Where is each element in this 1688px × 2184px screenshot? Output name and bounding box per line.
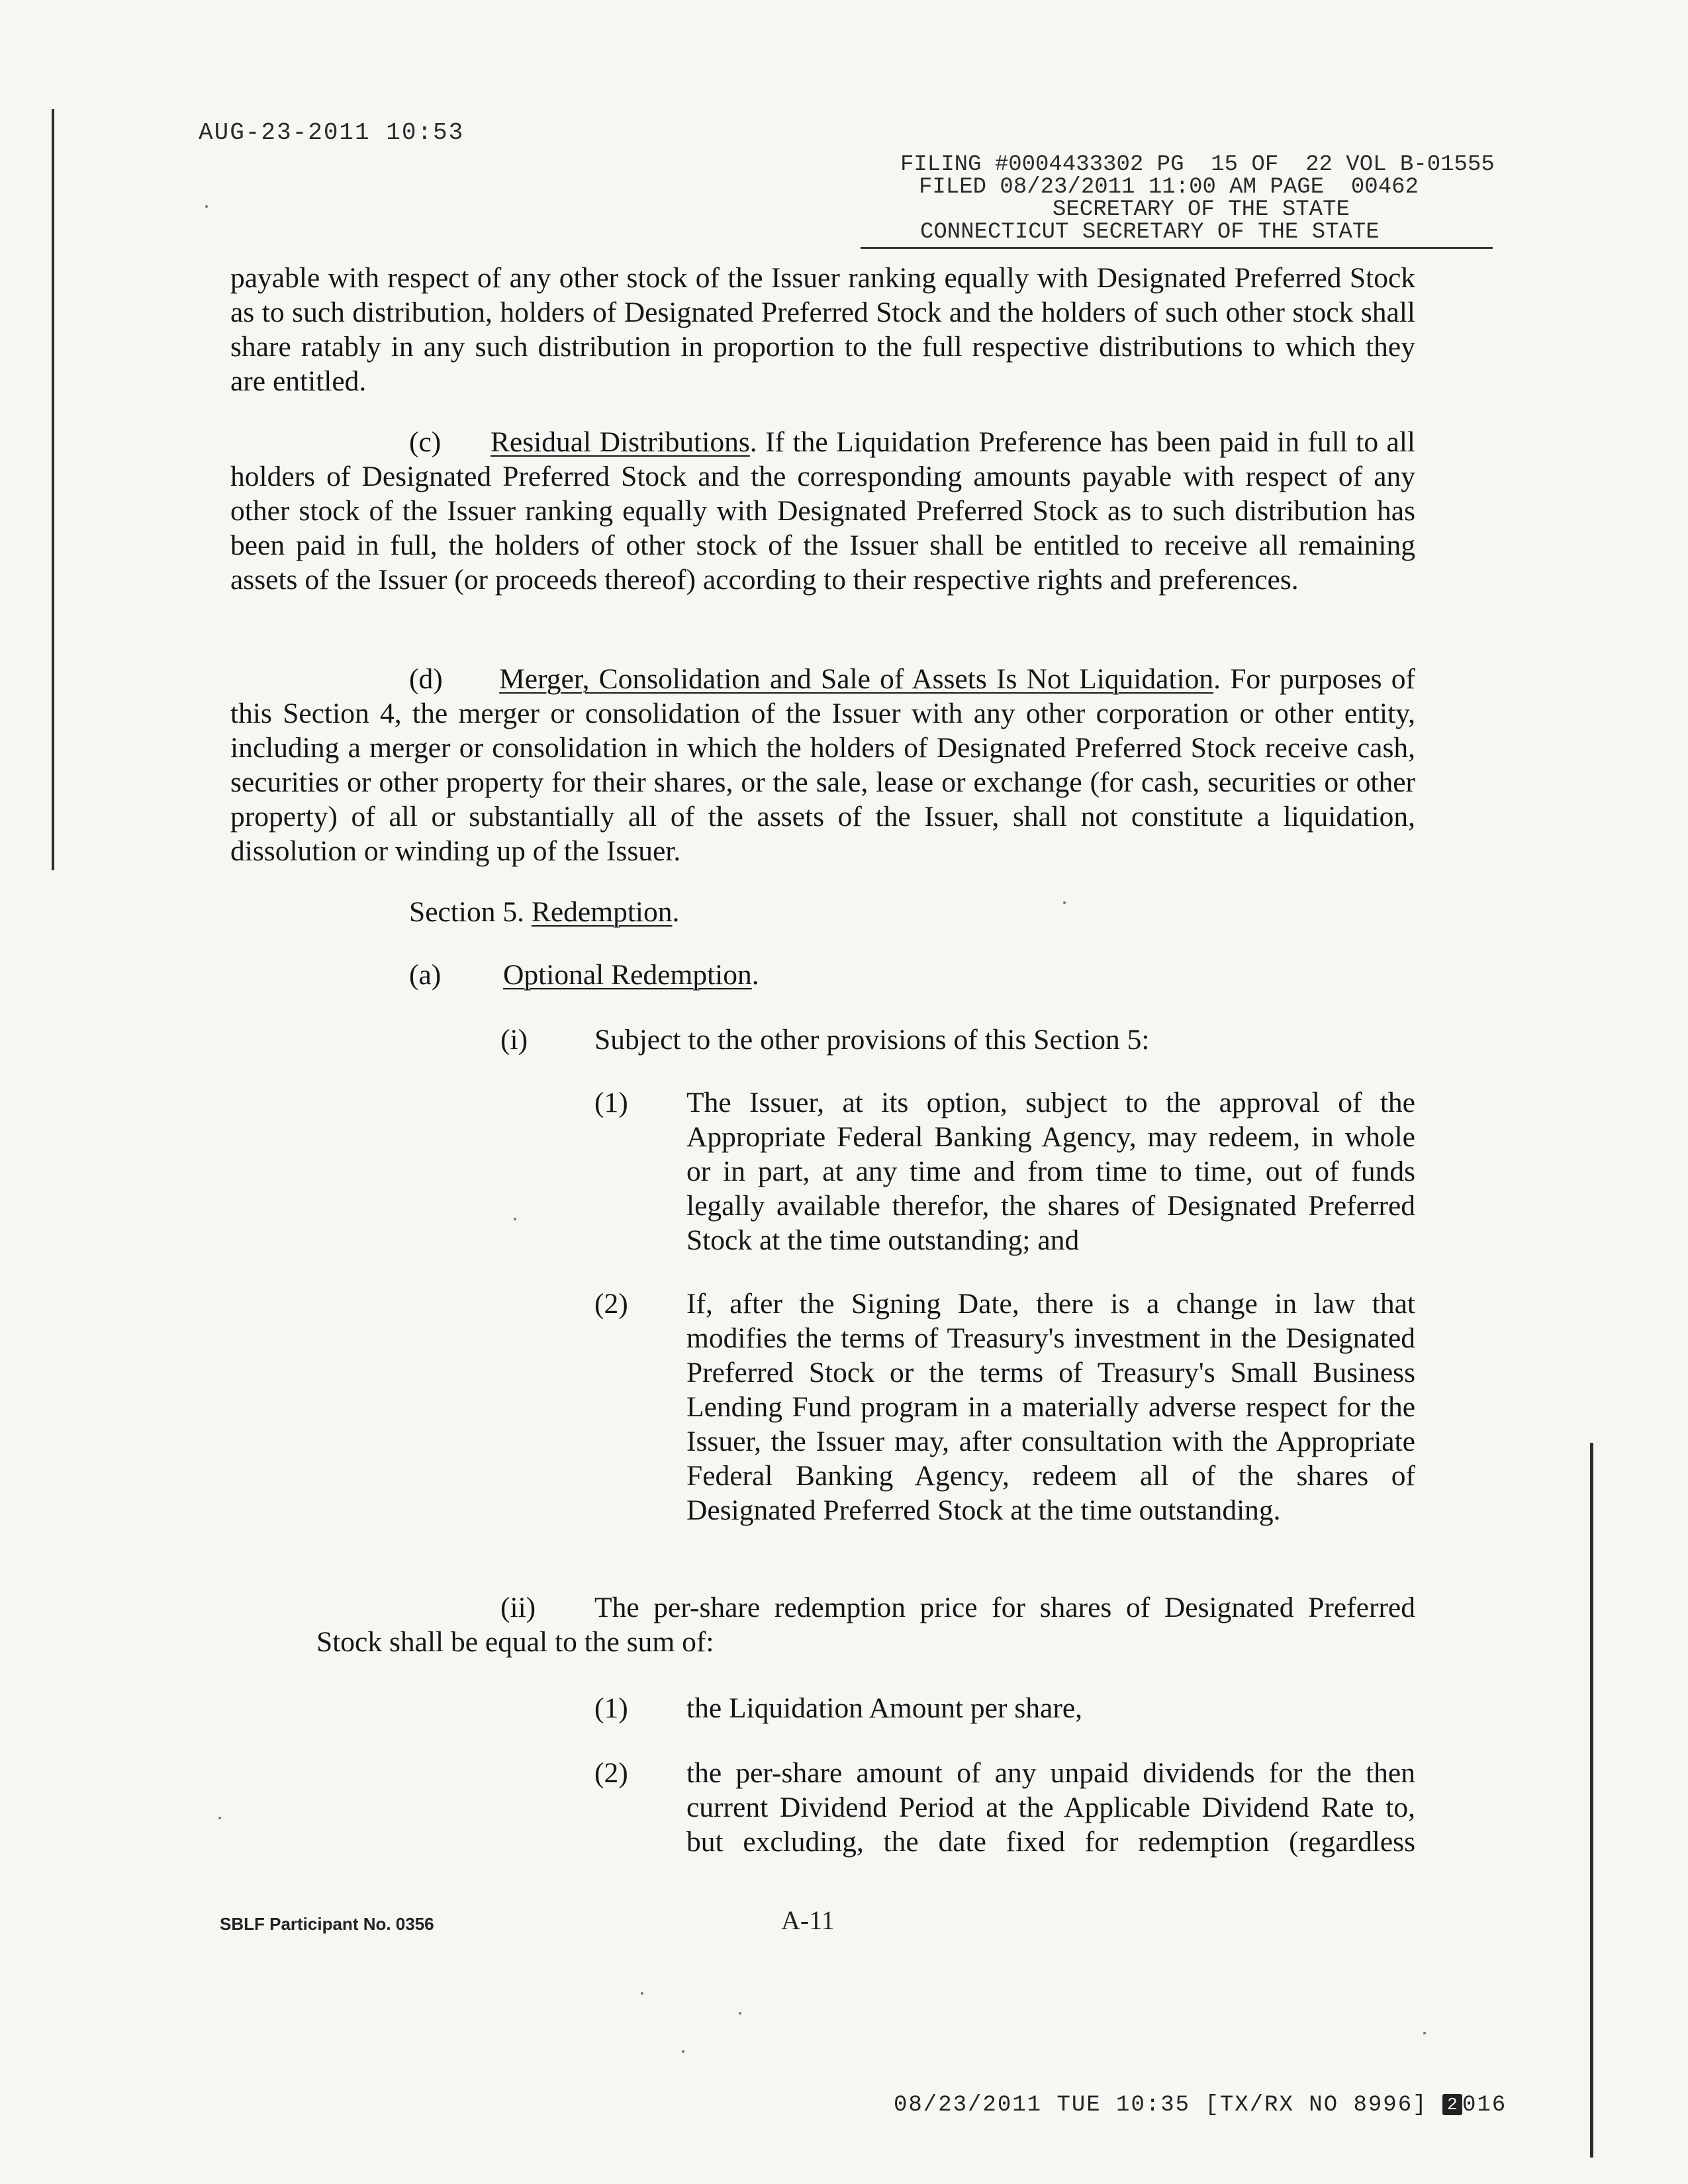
item-ii-marker: (ii) (500, 1592, 536, 1623)
section-5-heading (409, 895, 679, 929)
filing-stamp-rule (861, 247, 1493, 249)
item-i-2-text: If, after the Signing Date, there is a change in law that modifies the terms of Treasury's investment in the Designated Preferred Stock or the terms of Treasury's Small Business Lending Fund program in a materially adverse respect for the Issuer, the Issuer may, after consultation with the Appropriate Federal Banking Agency, redeem all of the shares of Designated Preferred Stock at the time outstanding. (686, 1288, 1415, 1526)
filing-stamp-line-1: FILING #0004433302 PG 15 OF 22 VOL B-01555 (900, 152, 1495, 177)
item-i-1-marker: (1) (594, 1087, 628, 1118)
section-5-title: Redemption (531, 896, 673, 928)
scan-speck (514, 1218, 516, 1220)
item-ii-line-1: The per-share redemption price for shares of Designated Preferred (594, 1592, 1415, 1623)
scan-speck (739, 2012, 741, 2015)
fax-footer (894, 2093, 1507, 2118)
scan-speck (205, 205, 208, 208)
filing-stamp (900, 154, 1496, 244)
filing-stamp-line-3: SECRETARY OF THE STATE (1053, 197, 1350, 222)
scan-speck (1423, 2032, 1426, 2034)
item-i-text: Subject to the other provisions of this Section 5: (594, 1024, 1150, 1056)
scan-speck (682, 2050, 684, 2053)
page-number: A-11 (781, 1905, 835, 1935)
scan-speck (218, 1817, 221, 1819)
optional-redemption-title: Optional Redemption (503, 959, 752, 991)
scan-edge-line-right (1590, 1443, 1593, 2158)
section-c-marker: (c) (409, 426, 442, 458)
item-ii-2-text: the per-share amount of any unpaid dividends for the then current Dividend Period at the Applicable Dividend Rate to, but excluding, the date fixed for redemption (regardless (686, 1757, 1415, 1858)
scan-speck (1063, 901, 1066, 904)
section-5-prefix: Section 5. (409, 896, 532, 928)
optional-redemption-marker: (a) (409, 959, 442, 991)
item-ii-2-marker: (2) (594, 1757, 628, 1789)
fax-footer-text: 08/23/2011 TUE 10:35 [TX/RX NO 8996] (894, 2093, 1442, 2118)
item-i-2-marker: (2) (594, 1288, 628, 1320)
section-c-heading: Residual Distributions (490, 426, 750, 458)
filing-stamp-line-2: FILED 08/23/2011 11:00 AM PAGE 00462 (919, 175, 1419, 200)
item-i-1-text: The Issuer, at its option, subject to the approval of the Appropriate Federal Banking Agency, may redeem, in whole or in part, at any time and from time to time, out of funds legally available therefor, the shares of Designated Preferred Stock at the time outstanding; and (686, 1087, 1415, 1256)
section-c-text: . If the Liquidation Preference has been paid in full to all holders of Designated Preferred Stock and the corresponding amounts payable with respect of any other stock of the Issuer ranking equally with Designated Preferred Stock as to such distribution has been paid in full, the holders of other stock of the Issuer shall be entitled to receive all remaining assets of the Issuer (or proceeds thereof) according to their respective rights and preferences. (230, 426, 1416, 596)
optional-redemption-suffix: . (751, 959, 759, 991)
item-ii-line-2: Stock shall be equal to the sum of: (316, 1626, 714, 1658)
section-c-paragraph (230, 425, 1415, 597)
section-d-heading: Merger, Consolidation and Sale of Assets Is Not Liquidation (499, 663, 1214, 695)
section-d-marker: (d) (409, 663, 443, 695)
section-d-paragraph (230, 662, 1415, 868)
optional-redemption-heading (503, 958, 759, 992)
item-ii-1-text: the Liquidation Amount per share, (686, 1692, 1082, 1724)
section-d-text: . For purposes of this Section 4, the merger or consolidation of the Issuer with any other corporation or other entity, including a merger or consolidation in which the holders of Designated Preferred Stock receive cash, securities or other property for their shares, or the sale, lease or exchange (for cash, securities or other property) of all or substantially all of the assets of the Issuer, shall not constitute a liquidation, dissolution or winding up of the Issuer. (230, 663, 1415, 867)
item-ii-1-marker: (1) (594, 1692, 628, 1724)
filing-stamp-line-4: CONNECTICUT SECRETARY OF THE STATE (920, 220, 1380, 245)
fax-page-icon: 2 (1442, 2094, 1462, 2115)
scan-speck (641, 1992, 643, 1995)
section-5-suffix: . (672, 896, 680, 928)
sblf-participant-number: SBLF Participant No. 0356 (220, 1914, 434, 1934)
fax-header-datetime: AUG-23-2011 10:53 (199, 119, 465, 146)
continuation-paragraph: payable with respect of any other stock of the Issuer ranking equally with Designated Preferred Stock as to such distribution, holders of Designated Preferred Stock and the holders of such other stock shall share ratably in any such distribution in proportion to the full respective distributions to which they are entitled. (230, 262, 1415, 397)
item-i-marker: (i) (500, 1024, 528, 1056)
scan-edge-line-left (52, 109, 54, 870)
fax-page-number: 016 (1462, 2093, 1507, 2118)
